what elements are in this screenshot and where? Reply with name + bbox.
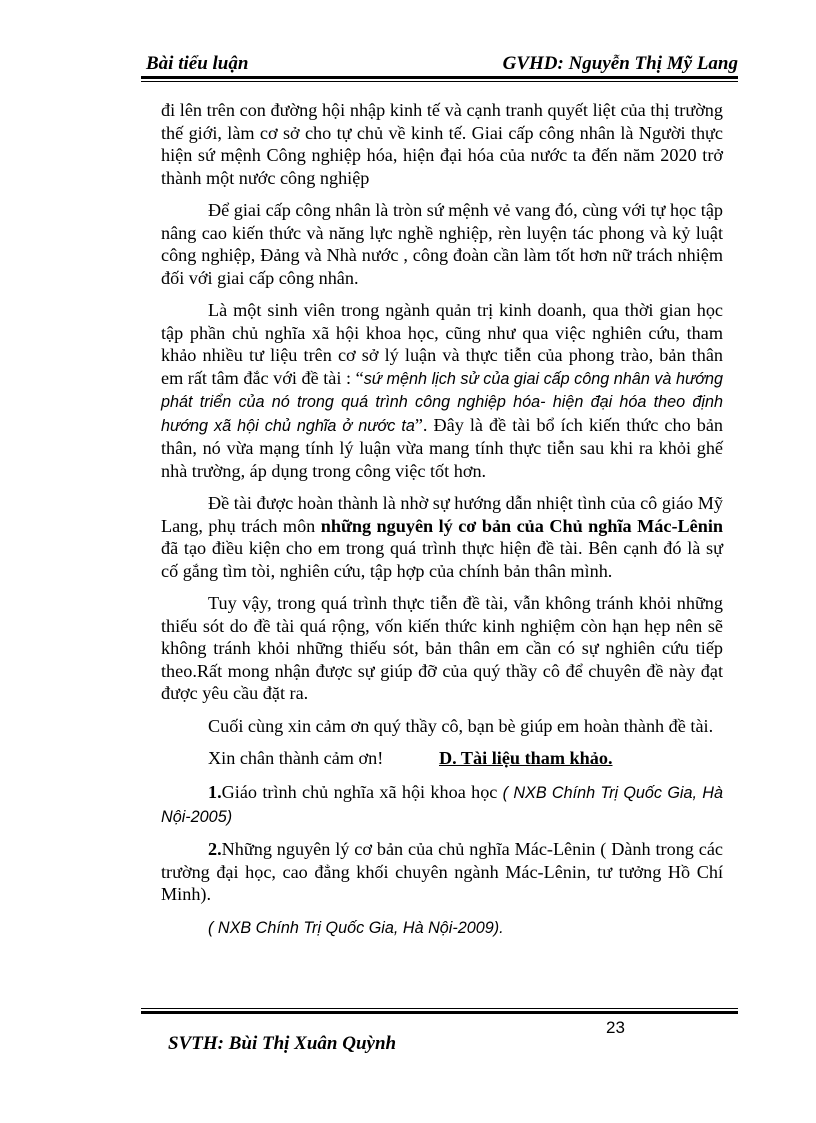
paragraph-1: đi lên trên con đường hội nhập kinh tế và cạnh tranh quyết liệt của thị trường thế giới, làm cơ sở cho tự chủ về kinh tế. Giai cấp công nhân là Người thực hiện sứ mệnh Công nghiệp hóa, hiện đại hóa của nước ta đến năm 2020 trở thành một nước công nghiệp — [161, 100, 723, 188]
thesis-topic: sứ mệnh lịch sử của giai cấp công nhân và hướng phát triển của nó trong quá trình công nghiệp hóa- hiện đại hóa theo định hướng xã hội chủ nghĩa ở nước ta — [161, 369, 723, 435]
reference-2-title: Những nguyên lý cơ bản của chủ nghĩa Mác-Lênin ( Dành trong các trường đại học, cao đẳng khối chuyên ngành Mác-Lênin, tư tưởng Hồ Chí Minh). — [161, 839, 723, 904]
reference-2-number: 2. — [208, 839, 222, 859]
paragraph-2: Để giai cấp công nhân là tròn sứ mệnh vẻ vang đó, cùng với tự học tập nâng cao kiến thức và năng lực nghề nghiệp, rèn luyện tác phong và kỷ luật công nghiệp, Đảng và Nhà nước , công đoàn cần làm tốt hơn nữ trách nhiệm đối với giai cấp công nhân. — [161, 200, 723, 288]
header-advisor: GVHD: Nguyễn Thị Mỹ Lang — [502, 53, 738, 74]
paragraph-4-start: Đề tài được hoàn thành là nhờ sự hướng dẫn nhiệt tình của cô giáo Mỹ Lang, phụ trách môn — [161, 493, 723, 536]
reference-1 — [161, 781, 723, 828]
footer-rule-thick — [141, 1011, 738, 1014]
body-text — [161, 99, 723, 949]
page-number: 23 — [606, 1018, 625, 1037]
references-heading: D. Tài liệu tham khảo. — [439, 748, 613, 768]
reference-1-source: ( NXB Chính Trị Quốc Gia, Hà Nội-2005) — [161, 784, 723, 826]
header-rule-thick — [141, 76, 738, 79]
header-rule-thin — [141, 81, 738, 82]
paragraph-4-end: đã tạo điều kiện cho em trong quá trình thực hiện đề tài. Bên cạnh đó là sự cố gắng tìm tòi, nghiên cứu, tập hợp của chính bản thân mình. — [161, 538, 723, 581]
paragraph-3-start: Là một sinh viên trong ngành quản trị kinh doanh, qua thời gian học tập phần chủ nghĩa xã hội khoa học, cũng như qua việc nghiên cứu, tham khảo nhiều tư liệu trên cơ sở lý luận và thực tiễn của phong trào, bản thân em rất tâm đắc với đề tài : “ — [161, 300, 723, 388]
paragraph-4 — [161, 492, 723, 582]
reference-1-title: Giáo trình chủ nghĩa xã hội khoa học — [221, 782, 498, 802]
footer-rule-thin — [141, 1008, 738, 1009]
paragraph-6: Cuối cùng xin cảm ơn quý thầy cô, bạn bè giúp em hoàn thành đề tài. — [208, 715, 714, 736]
paragraph-3-end: ”. Đây là đề tài bổ ích kiến thức cho bản thân, nó vừa mạng tính lý luận vừa mang tính thực tiễn sau khi ra khỏi ghế nhà trường, áp dụng trong công việc tốt hơn. — [161, 414, 723, 481]
paragraph-5: Tuy vậy, trong quá trình thực tiễn đề tài, vẫn không tránh khỏi những thiếu sót do đề tài quá rộng, vốn kiến thức kinh nghiệm còn hạn hẹp nên sẽ không tránh khỏi những thiếu sót, bản thân em cần có sự nghiên cứu tiếp theo.Rất mong nhận được sự giúp đỡ của quý thầy cô để chuyên đề này đạt được yêu cầu đặt ra. — [161, 593, 723, 703]
reference-2-source: ( NXB Chính Trị Quốc Gia, Hà Nội-2009). — [208, 918, 504, 937]
thanks-row — [161, 747, 723, 769]
paragraph-3 — [161, 299, 723, 482]
footer-author: SVTH: Bùi Thị Xuân Quỳnh — [168, 1033, 397, 1054]
reference-2-source-line — [161, 916, 723, 940]
header-title: Bài tiểu luận — [146, 53, 249, 74]
reference-1-number: 1. — [208, 782, 222, 802]
course-name: những nguyên lý cơ bản của Chủ nghĩa Mác-Lênin — [320, 515, 723, 536]
reference-2 — [161, 838, 723, 906]
thanks-text: Xin chân thành cảm ơn! — [208, 748, 384, 768]
